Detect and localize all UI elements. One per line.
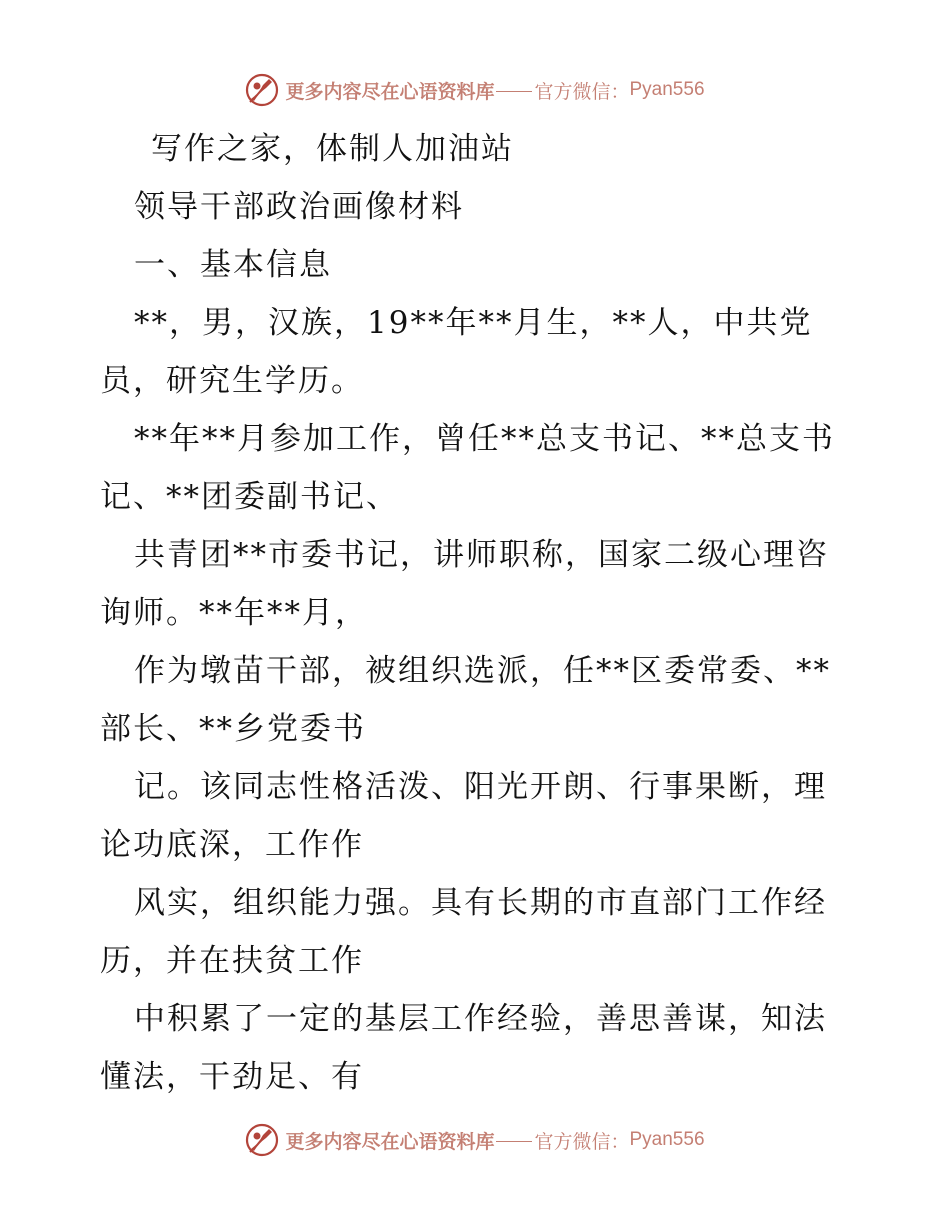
doc-line: 部长、**乡党委书 <box>100 711 366 747</box>
doc-line: 风实，组织能力强。具有长期的市直部门工作经 <box>134 885 827 921</box>
banner-main-text: 更多内容尽在心语资料库 <box>285 80 495 103</box>
doc-line: 懂法，干劲足、有 <box>100 1059 364 1095</box>
doc-line: **年**月参加工作，曾任**总支书记、**总支书 <box>134 421 835 457</box>
banner-sub-text: 官方微信： <box>534 80 630 103</box>
doc-line: **，男，汉族，19**年**月生，**人，中共党 <box>134 305 813 341</box>
doc-line: 历，并在扶贫工作 <box>100 943 364 979</box>
doc-line: 论功底深，工作作 <box>100 827 364 863</box>
doc-line: 领导干部政治画像材料 <box>134 189 464 225</box>
doc-line: 中积累了一定的基层工作经验，善思善谋，知法 <box>134 1001 827 1037</box>
doc-line: 共青团**市委书记，讲师职称，国家二级心理咨 <box>134 537 829 573</box>
banner-main-text: 更多内容尽在心语资料库 <box>285 1130 495 1153</box>
header-banner <box>0 70 950 110</box>
pen-logo-icon <box>245 73 279 107</box>
banner-wechat-id: Pyan556 <box>629 1129 705 1150</box>
banner-dash <box>496 1141 532 1142</box>
banner-dash <box>496 91 532 92</box>
doc-line: 员，研究生学历。 <box>100 363 364 399</box>
doc-line: 作为墩苗干部，被组织选派，任**区委常委、** <box>134 653 831 689</box>
doc-line: 记、**团委副书记、 <box>100 479 399 515</box>
doc-line: 写作之家，体制人加油站 <box>151 131 514 167</box>
pen-logo-icon <box>245 1123 279 1157</box>
footer-banner <box>0 1120 950 1160</box>
banner-wechat-id: Pyan556 <box>629 79 705 100</box>
doc-line: 记。该同志性格活泼、阳光开朗、行事果断，理 <box>134 769 827 805</box>
doc-line: 询师。**年**月， <box>100 595 368 631</box>
banner-sub-text: 官方微信： <box>534 1130 630 1153</box>
doc-line: 一、基本信息 <box>134 247 332 283</box>
